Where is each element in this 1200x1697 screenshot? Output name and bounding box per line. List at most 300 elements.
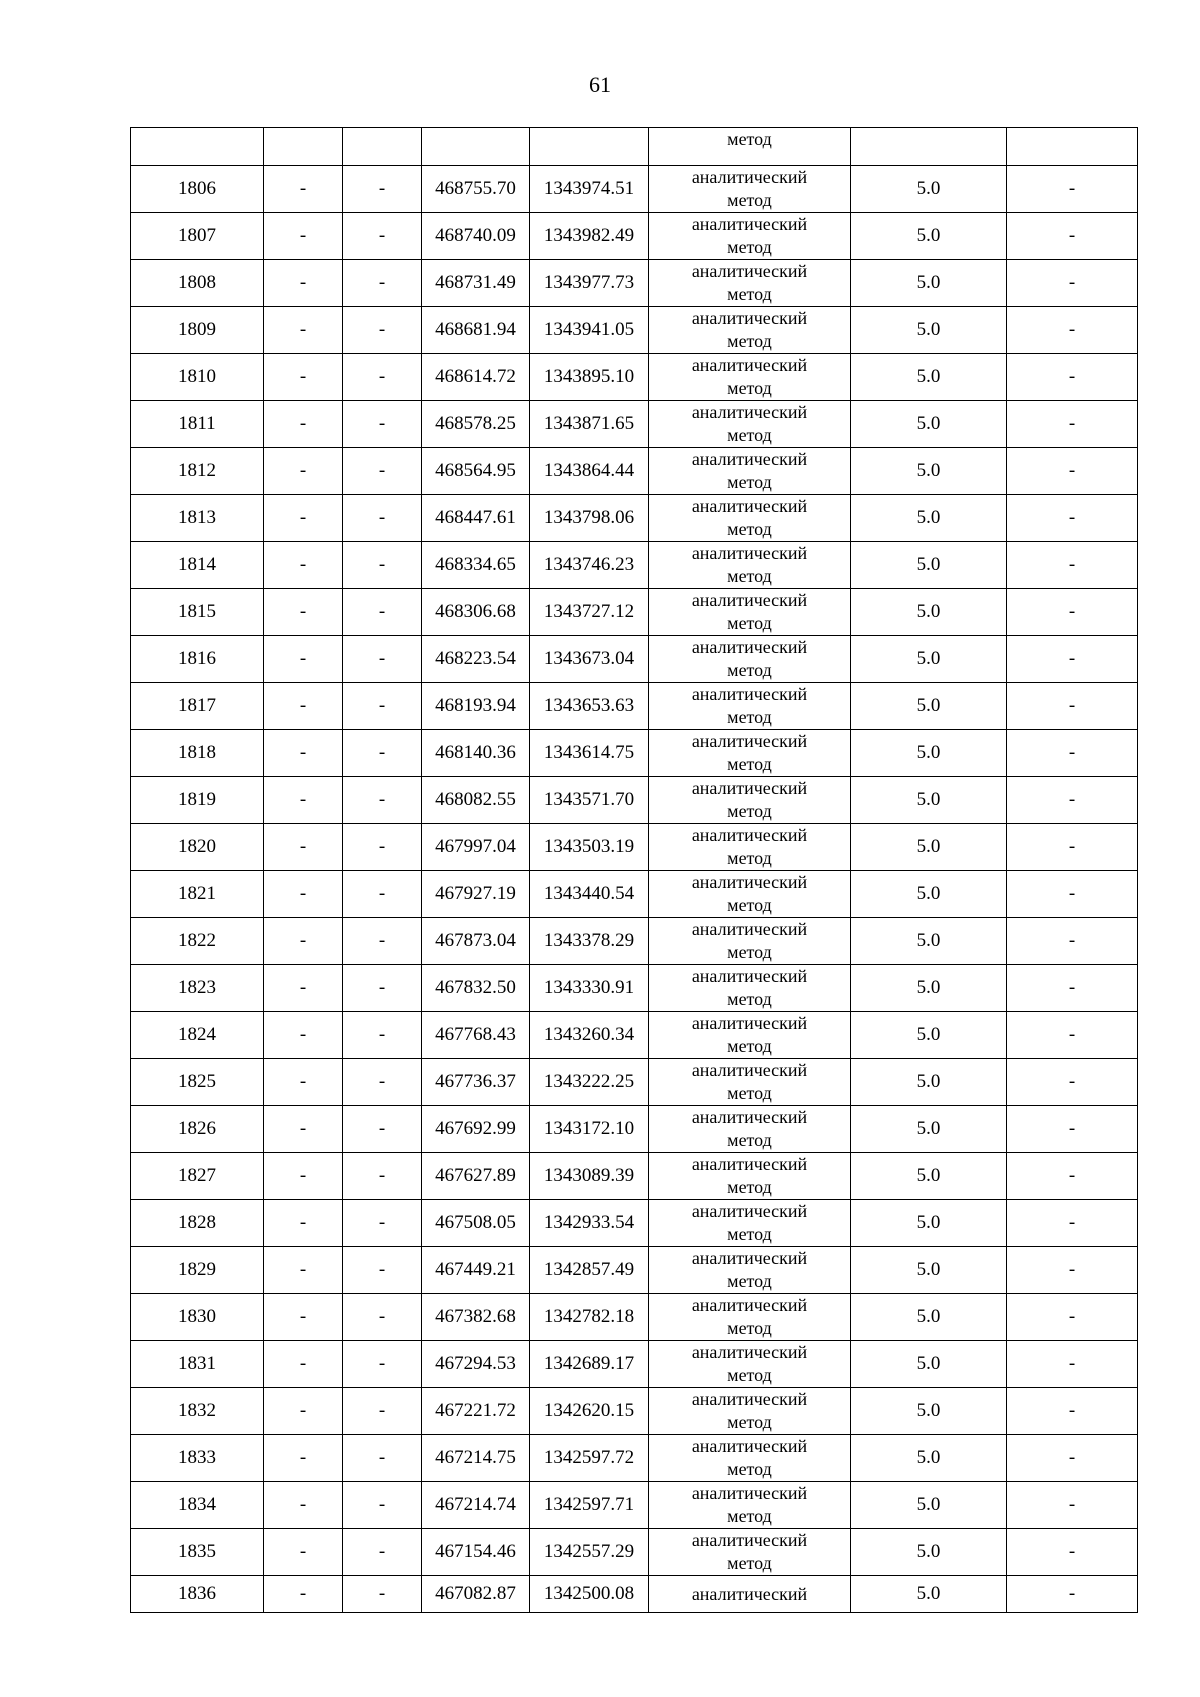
cell-number: 1812 bbox=[131, 448, 264, 495]
method-line-1: аналитический bbox=[691, 1060, 808, 1080]
cell-method bbox=[649, 354, 851, 401]
method-line-2: метод bbox=[727, 1459, 772, 1479]
cell-col-2: - bbox=[264, 1247, 343, 1294]
cell-y: 1343571.70 bbox=[530, 777, 649, 824]
cell-y: 1343222.25 bbox=[530, 1059, 649, 1106]
cell-note bbox=[1007, 128, 1138, 166]
cell-x: 468334.65 bbox=[422, 542, 530, 589]
method-line-2: метод bbox=[727, 1177, 772, 1197]
cell-method bbox=[649, 495, 851, 542]
cell-method bbox=[649, 1200, 851, 1247]
table-row bbox=[131, 166, 1138, 213]
cell-number: 1813 bbox=[131, 495, 264, 542]
method-line-1: аналитический bbox=[691, 1248, 808, 1268]
cell-x: 467927.19 bbox=[422, 871, 530, 918]
cell-col-3: - bbox=[343, 1388, 422, 1435]
cell-accuracy: 5.0 bbox=[851, 495, 1007, 542]
cell-accuracy: 5.0 bbox=[851, 401, 1007, 448]
cell-accuracy: 5.0 bbox=[851, 542, 1007, 589]
cell-col-3: - bbox=[343, 213, 422, 260]
cell-col-3: - bbox=[343, 589, 422, 636]
cell-accuracy: 5.0 bbox=[851, 1435, 1007, 1482]
cell-accuracy: 5.0 bbox=[851, 1200, 1007, 1247]
table-row bbox=[131, 636, 1138, 683]
table-row bbox=[131, 871, 1138, 918]
cell-col-3: - bbox=[343, 166, 422, 213]
method-line-2: метод bbox=[727, 942, 772, 962]
cell-note: - bbox=[1007, 1059, 1138, 1106]
method-line-2: метод bbox=[727, 425, 772, 445]
cell-col-2: - bbox=[264, 824, 343, 871]
cell-col-2: - bbox=[264, 1106, 343, 1153]
cell-number: 1829 bbox=[131, 1247, 264, 1294]
cell-y: 1343378.29 bbox=[530, 918, 649, 965]
cell-number: 1809 bbox=[131, 307, 264, 354]
method-line-1: аналитический bbox=[691, 1013, 808, 1033]
table-row-continued bbox=[131, 128, 1138, 166]
table-row bbox=[131, 1012, 1138, 1059]
cell-x: 467873.04 bbox=[422, 918, 530, 965]
cell-y: 1342689.17 bbox=[530, 1341, 649, 1388]
cell-col-3: - bbox=[343, 1012, 422, 1059]
cell-x: 467997.04 bbox=[422, 824, 530, 871]
cell-method bbox=[649, 1012, 851, 1059]
cell-y: 1342557.29 bbox=[530, 1529, 649, 1576]
method-line-1: аналитический bbox=[691, 1295, 808, 1315]
table-row bbox=[131, 965, 1138, 1012]
method-line-2: метод bbox=[727, 1553, 772, 1573]
cell-note: - bbox=[1007, 636, 1138, 683]
cell-number: 1832 bbox=[131, 1388, 264, 1435]
cell-method bbox=[649, 1529, 851, 1576]
method-line-1: аналитический bbox=[691, 402, 808, 422]
cell-method bbox=[649, 1341, 851, 1388]
method-line-1: аналитический bbox=[691, 1389, 808, 1409]
cell-col-2: - bbox=[264, 636, 343, 683]
cell-number: 1806 bbox=[131, 166, 264, 213]
cell-x: 468082.55 bbox=[422, 777, 530, 824]
cell-note: - bbox=[1007, 495, 1138, 542]
method-line-1: аналитический bbox=[691, 543, 808, 563]
cell-col-2: - bbox=[264, 918, 343, 965]
cell-y: 1343440.54 bbox=[530, 871, 649, 918]
method-line-1: аналитический bbox=[691, 214, 808, 234]
cell-y: 1342782.18 bbox=[530, 1294, 649, 1341]
cell-col-2: - bbox=[264, 260, 343, 307]
method-line-1: аналитический bbox=[691, 1342, 808, 1362]
cell-note: - bbox=[1007, 730, 1138, 777]
cell-note: - bbox=[1007, 1106, 1138, 1153]
cell-method bbox=[649, 307, 851, 354]
cell-x: 467768.43 bbox=[422, 1012, 530, 1059]
cell-number: 1833 bbox=[131, 1435, 264, 1482]
cell-accuracy: 5.0 bbox=[851, 636, 1007, 683]
cell-method bbox=[649, 1576, 851, 1613]
method-line-1: аналитический bbox=[691, 261, 808, 281]
cell-y: 1343653.63 bbox=[530, 683, 649, 730]
cell-y: 1343727.12 bbox=[530, 589, 649, 636]
method-line-1: аналитический bbox=[691, 1483, 808, 1503]
cell-x: 467508.05 bbox=[422, 1200, 530, 1247]
method-line-2: метод bbox=[727, 1412, 772, 1432]
cell-col-3: - bbox=[343, 448, 422, 495]
cell-method bbox=[649, 1247, 851, 1294]
method-line-2: метод bbox=[727, 566, 772, 586]
cell-col-3: - bbox=[343, 1341, 422, 1388]
cell-col-3: - bbox=[343, 777, 422, 824]
cell-note: - bbox=[1007, 777, 1138, 824]
cell-col-3: - bbox=[343, 730, 422, 777]
cell-accuracy: 5.0 bbox=[851, 1153, 1007, 1200]
cell-col-3: - bbox=[343, 1106, 422, 1153]
cell-y bbox=[530, 128, 649, 166]
cell-x: 467221.72 bbox=[422, 1388, 530, 1435]
method-line-2: метод bbox=[727, 190, 772, 210]
cell-number: 1827 bbox=[131, 1153, 264, 1200]
cell-accuracy: 5.0 bbox=[851, 965, 1007, 1012]
cell-method bbox=[649, 166, 851, 213]
method-line-2: метод bbox=[727, 378, 772, 398]
method-line-1: аналитический bbox=[691, 966, 808, 986]
cell-y: 1343798.06 bbox=[530, 495, 649, 542]
cell-x: 468306.68 bbox=[422, 589, 530, 636]
cell-method bbox=[649, 1106, 851, 1153]
cell-method bbox=[649, 589, 851, 636]
cell-note: - bbox=[1007, 542, 1138, 589]
cell-number: 1825 bbox=[131, 1059, 264, 1106]
cell-number: 1822 bbox=[131, 918, 264, 965]
table-row bbox=[131, 683, 1138, 730]
cell-number: 1828 bbox=[131, 1200, 264, 1247]
table-row bbox=[131, 1059, 1138, 1106]
cell-col-2: - bbox=[264, 448, 343, 495]
cell-col-2: - bbox=[264, 1388, 343, 1435]
cell-col-2: - bbox=[264, 683, 343, 730]
method-line-2: метод bbox=[727, 1224, 772, 1244]
cell-y: 1343503.19 bbox=[530, 824, 649, 871]
cell-y: 1343746.23 bbox=[530, 542, 649, 589]
cell-accuracy: 5.0 bbox=[851, 730, 1007, 777]
cell-y: 1343941.05 bbox=[530, 307, 649, 354]
cell-number: 1831 bbox=[131, 1341, 264, 1388]
cell-col-3: - bbox=[343, 1529, 422, 1576]
cell-accuracy: 5.0 bbox=[851, 1059, 1007, 1106]
cell-note: - bbox=[1007, 871, 1138, 918]
cell-note: - bbox=[1007, 1341, 1138, 1388]
cell-x: 467082.87 bbox=[422, 1576, 530, 1613]
cell-x: 467214.74 bbox=[422, 1482, 530, 1529]
method-line-2: метод bbox=[727, 989, 772, 1009]
cell-number: 1821 bbox=[131, 871, 264, 918]
cell-col-2: - bbox=[264, 777, 343, 824]
cell-accuracy: 5.0 bbox=[851, 1529, 1007, 1576]
cell-note: - bbox=[1007, 918, 1138, 965]
cell-number: 1830 bbox=[131, 1294, 264, 1341]
cell-method bbox=[649, 1482, 851, 1529]
cell-col-3: - bbox=[343, 683, 422, 730]
cell-y: 1342500.08 bbox=[530, 1576, 649, 1613]
cell-note: - bbox=[1007, 824, 1138, 871]
cell-col-2: - bbox=[264, 307, 343, 354]
cell-number: 1820 bbox=[131, 824, 264, 871]
cell-number: 1810 bbox=[131, 354, 264, 401]
cell-number: 1817 bbox=[131, 683, 264, 730]
cell-number: 1807 bbox=[131, 213, 264, 260]
cell-accuracy: 5.0 bbox=[851, 683, 1007, 730]
cell-col-3: - bbox=[343, 495, 422, 542]
cell-number: 1814 bbox=[131, 542, 264, 589]
cell-note: - bbox=[1007, 683, 1138, 730]
method-line-2: метод bbox=[727, 848, 772, 868]
method-line-1: аналитический bbox=[691, 637, 808, 657]
cell-x: 467214.75 bbox=[422, 1435, 530, 1482]
cell-number: 1824 bbox=[131, 1012, 264, 1059]
cell-x: 467627.89 bbox=[422, 1153, 530, 1200]
cell-y: 1343871.65 bbox=[530, 401, 649, 448]
cell-col-3: - bbox=[343, 824, 422, 871]
method-line-2: метод bbox=[727, 895, 772, 915]
cell-col-2: - bbox=[264, 166, 343, 213]
cell-col-3: - bbox=[343, 354, 422, 401]
cell-x: 468614.72 bbox=[422, 354, 530, 401]
table-row bbox=[131, 824, 1138, 871]
method-line-1: аналитический bbox=[691, 731, 808, 751]
cell-number: 1823 bbox=[131, 965, 264, 1012]
cell-y: 1343260.34 bbox=[530, 1012, 649, 1059]
cell-x: 467294.53 bbox=[422, 1341, 530, 1388]
cell-accuracy: 5.0 bbox=[851, 1294, 1007, 1341]
cell-accuracy: 5.0 bbox=[851, 166, 1007, 213]
cell-note: - bbox=[1007, 1294, 1138, 1341]
cell-method bbox=[649, 1435, 851, 1482]
table-row bbox=[131, 542, 1138, 589]
cell-y: 1343172.10 bbox=[530, 1106, 649, 1153]
method-line-2: метод bbox=[727, 519, 772, 539]
method-line-1: аналитический bbox=[691, 1583, 808, 1604]
cell-y: 1342597.71 bbox=[530, 1482, 649, 1529]
cell-col-2: - bbox=[264, 871, 343, 918]
cell-number: 1818 bbox=[131, 730, 264, 777]
table-row bbox=[131, 213, 1138, 260]
cell-note: - bbox=[1007, 166, 1138, 213]
cell-col-3: - bbox=[343, 1247, 422, 1294]
cell-accuracy: 5.0 bbox=[851, 824, 1007, 871]
cell-x: 467736.37 bbox=[422, 1059, 530, 1106]
cell-note: - bbox=[1007, 260, 1138, 307]
cell-col-3: - bbox=[343, 965, 422, 1012]
cell-col-3: - bbox=[343, 542, 422, 589]
method-line-2: метод bbox=[727, 1036, 772, 1056]
cell-method bbox=[649, 683, 851, 730]
cell-note: - bbox=[1007, 1012, 1138, 1059]
cell-x: 468447.61 bbox=[422, 495, 530, 542]
table-row bbox=[131, 401, 1138, 448]
cell-col-3: - bbox=[343, 636, 422, 683]
cell-method bbox=[649, 824, 851, 871]
cell-y: 1343974.51 bbox=[530, 166, 649, 213]
cell-x bbox=[422, 128, 530, 166]
method-line-1: аналитический bbox=[691, 355, 808, 375]
cell-col-3: - bbox=[343, 1059, 422, 1106]
cell-number: 1808 bbox=[131, 260, 264, 307]
cell-x: 468740.09 bbox=[422, 213, 530, 260]
cell-method: метод bbox=[649, 128, 851, 166]
method-line-2: метод bbox=[727, 472, 772, 492]
cell-y: 1343673.04 bbox=[530, 636, 649, 683]
method-line-2: метод bbox=[727, 1130, 772, 1150]
cell-note: - bbox=[1007, 589, 1138, 636]
cell-method bbox=[649, 1153, 851, 1200]
cell-x: 468223.54 bbox=[422, 636, 530, 683]
cell-x: 468578.25 bbox=[422, 401, 530, 448]
table-row bbox=[131, 1247, 1138, 1294]
method-line-2: метод bbox=[727, 1506, 772, 1526]
cell-x: 468681.94 bbox=[422, 307, 530, 354]
table-row bbox=[131, 1106, 1138, 1153]
method-line-1: аналитический bbox=[691, 1530, 808, 1550]
cell-number: 1819 bbox=[131, 777, 264, 824]
cell-accuracy: 5.0 bbox=[851, 1482, 1007, 1529]
cell-col-3: - bbox=[343, 401, 422, 448]
cell-accuracy: 5.0 bbox=[851, 354, 1007, 401]
cell-col-2 bbox=[264, 128, 343, 166]
cell-note: - bbox=[1007, 1529, 1138, 1576]
cell-method bbox=[649, 1059, 851, 1106]
cell-col-2: - bbox=[264, 1012, 343, 1059]
cell-accuracy: 5.0 bbox=[851, 777, 1007, 824]
method-line-1: аналитический bbox=[691, 778, 808, 798]
cell-accuracy: 5.0 bbox=[851, 918, 1007, 965]
table-row bbox=[131, 1341, 1138, 1388]
cell-col-3: - bbox=[343, 1294, 422, 1341]
cell-method bbox=[649, 636, 851, 683]
cell-note: - bbox=[1007, 1576, 1138, 1613]
cell-y: 1343089.39 bbox=[530, 1153, 649, 1200]
cell-note: - bbox=[1007, 1388, 1138, 1435]
cell-note: - bbox=[1007, 1482, 1138, 1529]
method-line-2: метод bbox=[727, 801, 772, 821]
method-line-1: аналитический bbox=[691, 825, 808, 845]
cell-method bbox=[649, 401, 851, 448]
cell-y: 1343864.44 bbox=[530, 448, 649, 495]
cell-note: - bbox=[1007, 1200, 1138, 1247]
method-line-2: метод bbox=[727, 1083, 772, 1103]
cell-col-3: - bbox=[343, 1200, 422, 1247]
cell-method bbox=[649, 965, 851, 1012]
cell-col-2: - bbox=[264, 354, 343, 401]
method-line-2: метод bbox=[727, 707, 772, 727]
method-line-1: аналитический bbox=[691, 1201, 808, 1221]
cell-x: 467832.50 bbox=[422, 965, 530, 1012]
method-line-1: аналитический bbox=[691, 1107, 808, 1127]
cell-note: - bbox=[1007, 1153, 1138, 1200]
cell-accuracy: 5.0 bbox=[851, 448, 1007, 495]
method-line-1: аналитический bbox=[691, 1436, 808, 1456]
cell-note: - bbox=[1007, 401, 1138, 448]
cell-note: - bbox=[1007, 965, 1138, 1012]
cell-col-2: - bbox=[264, 1435, 343, 1482]
cell-method bbox=[649, 730, 851, 777]
table-row bbox=[131, 730, 1138, 777]
cell-col-3: - bbox=[343, 1576, 422, 1613]
table-row bbox=[131, 260, 1138, 307]
cell-note: - bbox=[1007, 307, 1138, 354]
method-line-2: метод bbox=[727, 660, 772, 680]
cell-col-2: - bbox=[264, 495, 343, 542]
cell-y: 1343330.91 bbox=[530, 965, 649, 1012]
cell-accuracy: 5.0 bbox=[851, 307, 1007, 354]
cell-number: 1826 bbox=[131, 1106, 264, 1153]
cell-x: 467449.21 bbox=[422, 1247, 530, 1294]
cell-col-2: - bbox=[264, 1294, 343, 1341]
cell-x: 468193.94 bbox=[422, 683, 530, 730]
table-row bbox=[131, 918, 1138, 965]
table-row bbox=[131, 1482, 1138, 1529]
table-row bbox=[131, 589, 1138, 636]
cell-col-3: - bbox=[343, 307, 422, 354]
cell-method bbox=[649, 918, 851, 965]
cell-col-3 bbox=[343, 128, 422, 166]
table-row bbox=[131, 1200, 1138, 1247]
method-line-2: метод bbox=[727, 1365, 772, 1385]
cell-method bbox=[649, 1388, 851, 1435]
cell-number: 1816 bbox=[131, 636, 264, 683]
cell-col-2: - bbox=[264, 401, 343, 448]
cell-accuracy: 5.0 bbox=[851, 1247, 1007, 1294]
cell-y: 1343895.10 bbox=[530, 354, 649, 401]
cell-y: 1343614.75 bbox=[530, 730, 649, 777]
cell-y: 1342933.54 bbox=[530, 1200, 649, 1247]
cell-col-3: - bbox=[343, 871, 422, 918]
cell-x: 468564.95 bbox=[422, 448, 530, 495]
cell-col-2: - bbox=[264, 589, 343, 636]
cell-number: 1815 bbox=[131, 589, 264, 636]
table-row bbox=[131, 354, 1138, 401]
cell-accuracy: 5.0 bbox=[851, 1012, 1007, 1059]
cell-col-2: - bbox=[264, 542, 343, 589]
cell-accuracy: 5.0 bbox=[851, 1106, 1007, 1153]
cell-method bbox=[649, 542, 851, 589]
table-row bbox=[131, 307, 1138, 354]
method-line-1: аналитический bbox=[691, 1154, 808, 1174]
cell-x: 467382.68 bbox=[422, 1294, 530, 1341]
table-row bbox=[131, 1294, 1138, 1341]
cell-number bbox=[131, 128, 264, 166]
cell-col-3: - bbox=[343, 918, 422, 965]
cell-col-2: - bbox=[264, 1529, 343, 1576]
method-line-1: аналитический bbox=[691, 684, 808, 704]
method-line-2: метод bbox=[727, 754, 772, 774]
cell-col-2: - bbox=[264, 1059, 343, 1106]
cell-accuracy: 5.0 bbox=[851, 1388, 1007, 1435]
method-line-2: метод bbox=[727, 1318, 772, 1338]
cell-col-2: - bbox=[264, 1576, 343, 1613]
cell-col-2: - bbox=[264, 1341, 343, 1388]
page-number: 61 bbox=[589, 72, 611, 97]
cell-number: 1811 bbox=[131, 401, 264, 448]
cell-accuracy: 5.0 bbox=[851, 589, 1007, 636]
table-row-last bbox=[131, 1576, 1138, 1613]
cell-x: 467154.46 bbox=[422, 1529, 530, 1576]
cell-col-2: - bbox=[264, 965, 343, 1012]
cell-x: 468731.49 bbox=[422, 260, 530, 307]
method-line-1: аналитический bbox=[691, 590, 808, 610]
cell-x: 467692.99 bbox=[422, 1106, 530, 1153]
cell-note: - bbox=[1007, 448, 1138, 495]
cell-col-3: - bbox=[343, 1153, 422, 1200]
cell-col-3: - bbox=[343, 1435, 422, 1482]
method-line-1: аналитический bbox=[691, 167, 808, 187]
